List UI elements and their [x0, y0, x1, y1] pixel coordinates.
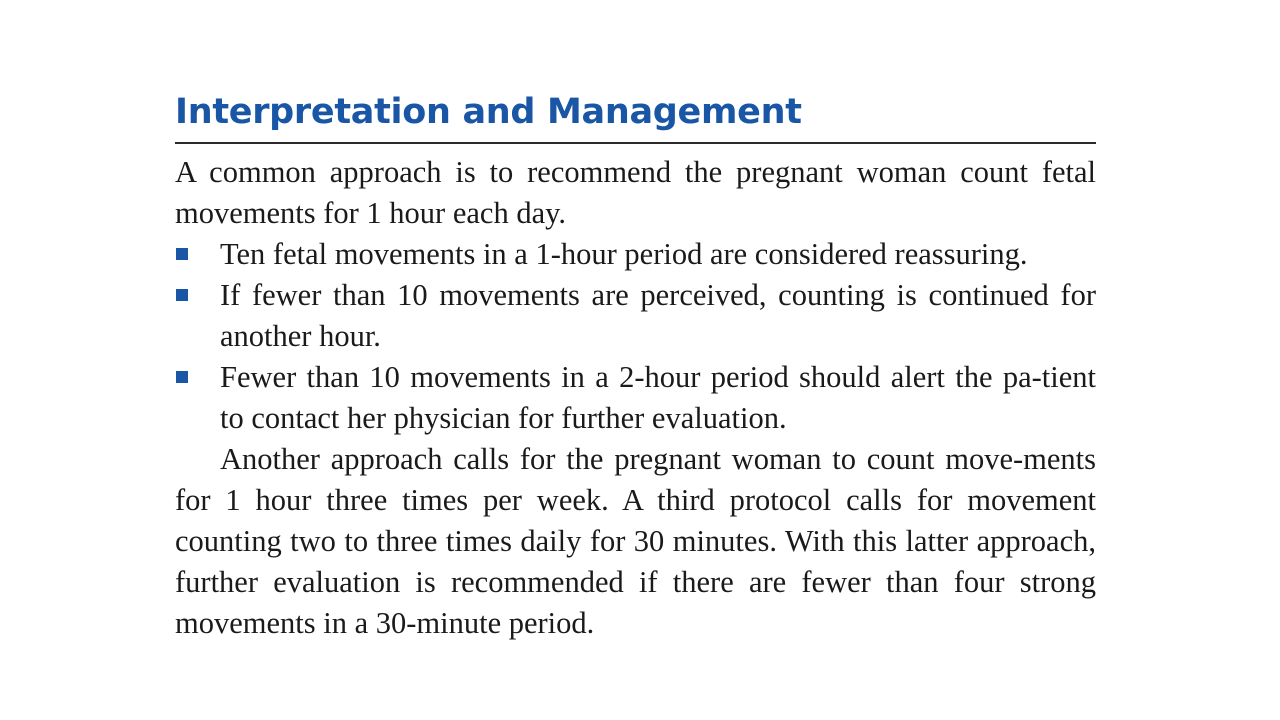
bullet-list: [175, 234, 1096, 439]
body-paragraph: Another approach calls for the pregnant woman to count move-ments for 1 hour three times per week. A third protocol calls for movement counting two to three times daily for 30 minutes. With this latter approach, further evaluation is recommended if there are fewer than four strong movements in a 30-minute period.: [175, 442, 1096, 640]
square-bullet-icon: [176, 289, 188, 301]
square-bullet-icon: [176, 248, 188, 260]
section-heading: Interpretation and Management: [175, 88, 1096, 144]
bullet-item-1: [175, 234, 1096, 275]
bullet-item-3: [175, 357, 1096, 439]
bullet-text: If fewer than 10 movements are perceived, counting is continued for another hour.: [220, 278, 1096, 353]
intro-paragraph: A common approach is to recommend the pregnant woman count fetal movements for 1 hour each day.: [175, 155, 1096, 230]
bullet-item-2: [175, 275, 1096, 357]
document-page: [175, 88, 1096, 644]
bullet-text: Ten fetal movements in a 1-hour period are considered reassuring.: [220, 237, 1028, 271]
square-bullet-icon: [176, 371, 188, 383]
bullet-text: Fewer than 10 movements in a 2-hour period should alert the pa-tient to contact her physician for further evaluation.: [220, 360, 1096, 435]
